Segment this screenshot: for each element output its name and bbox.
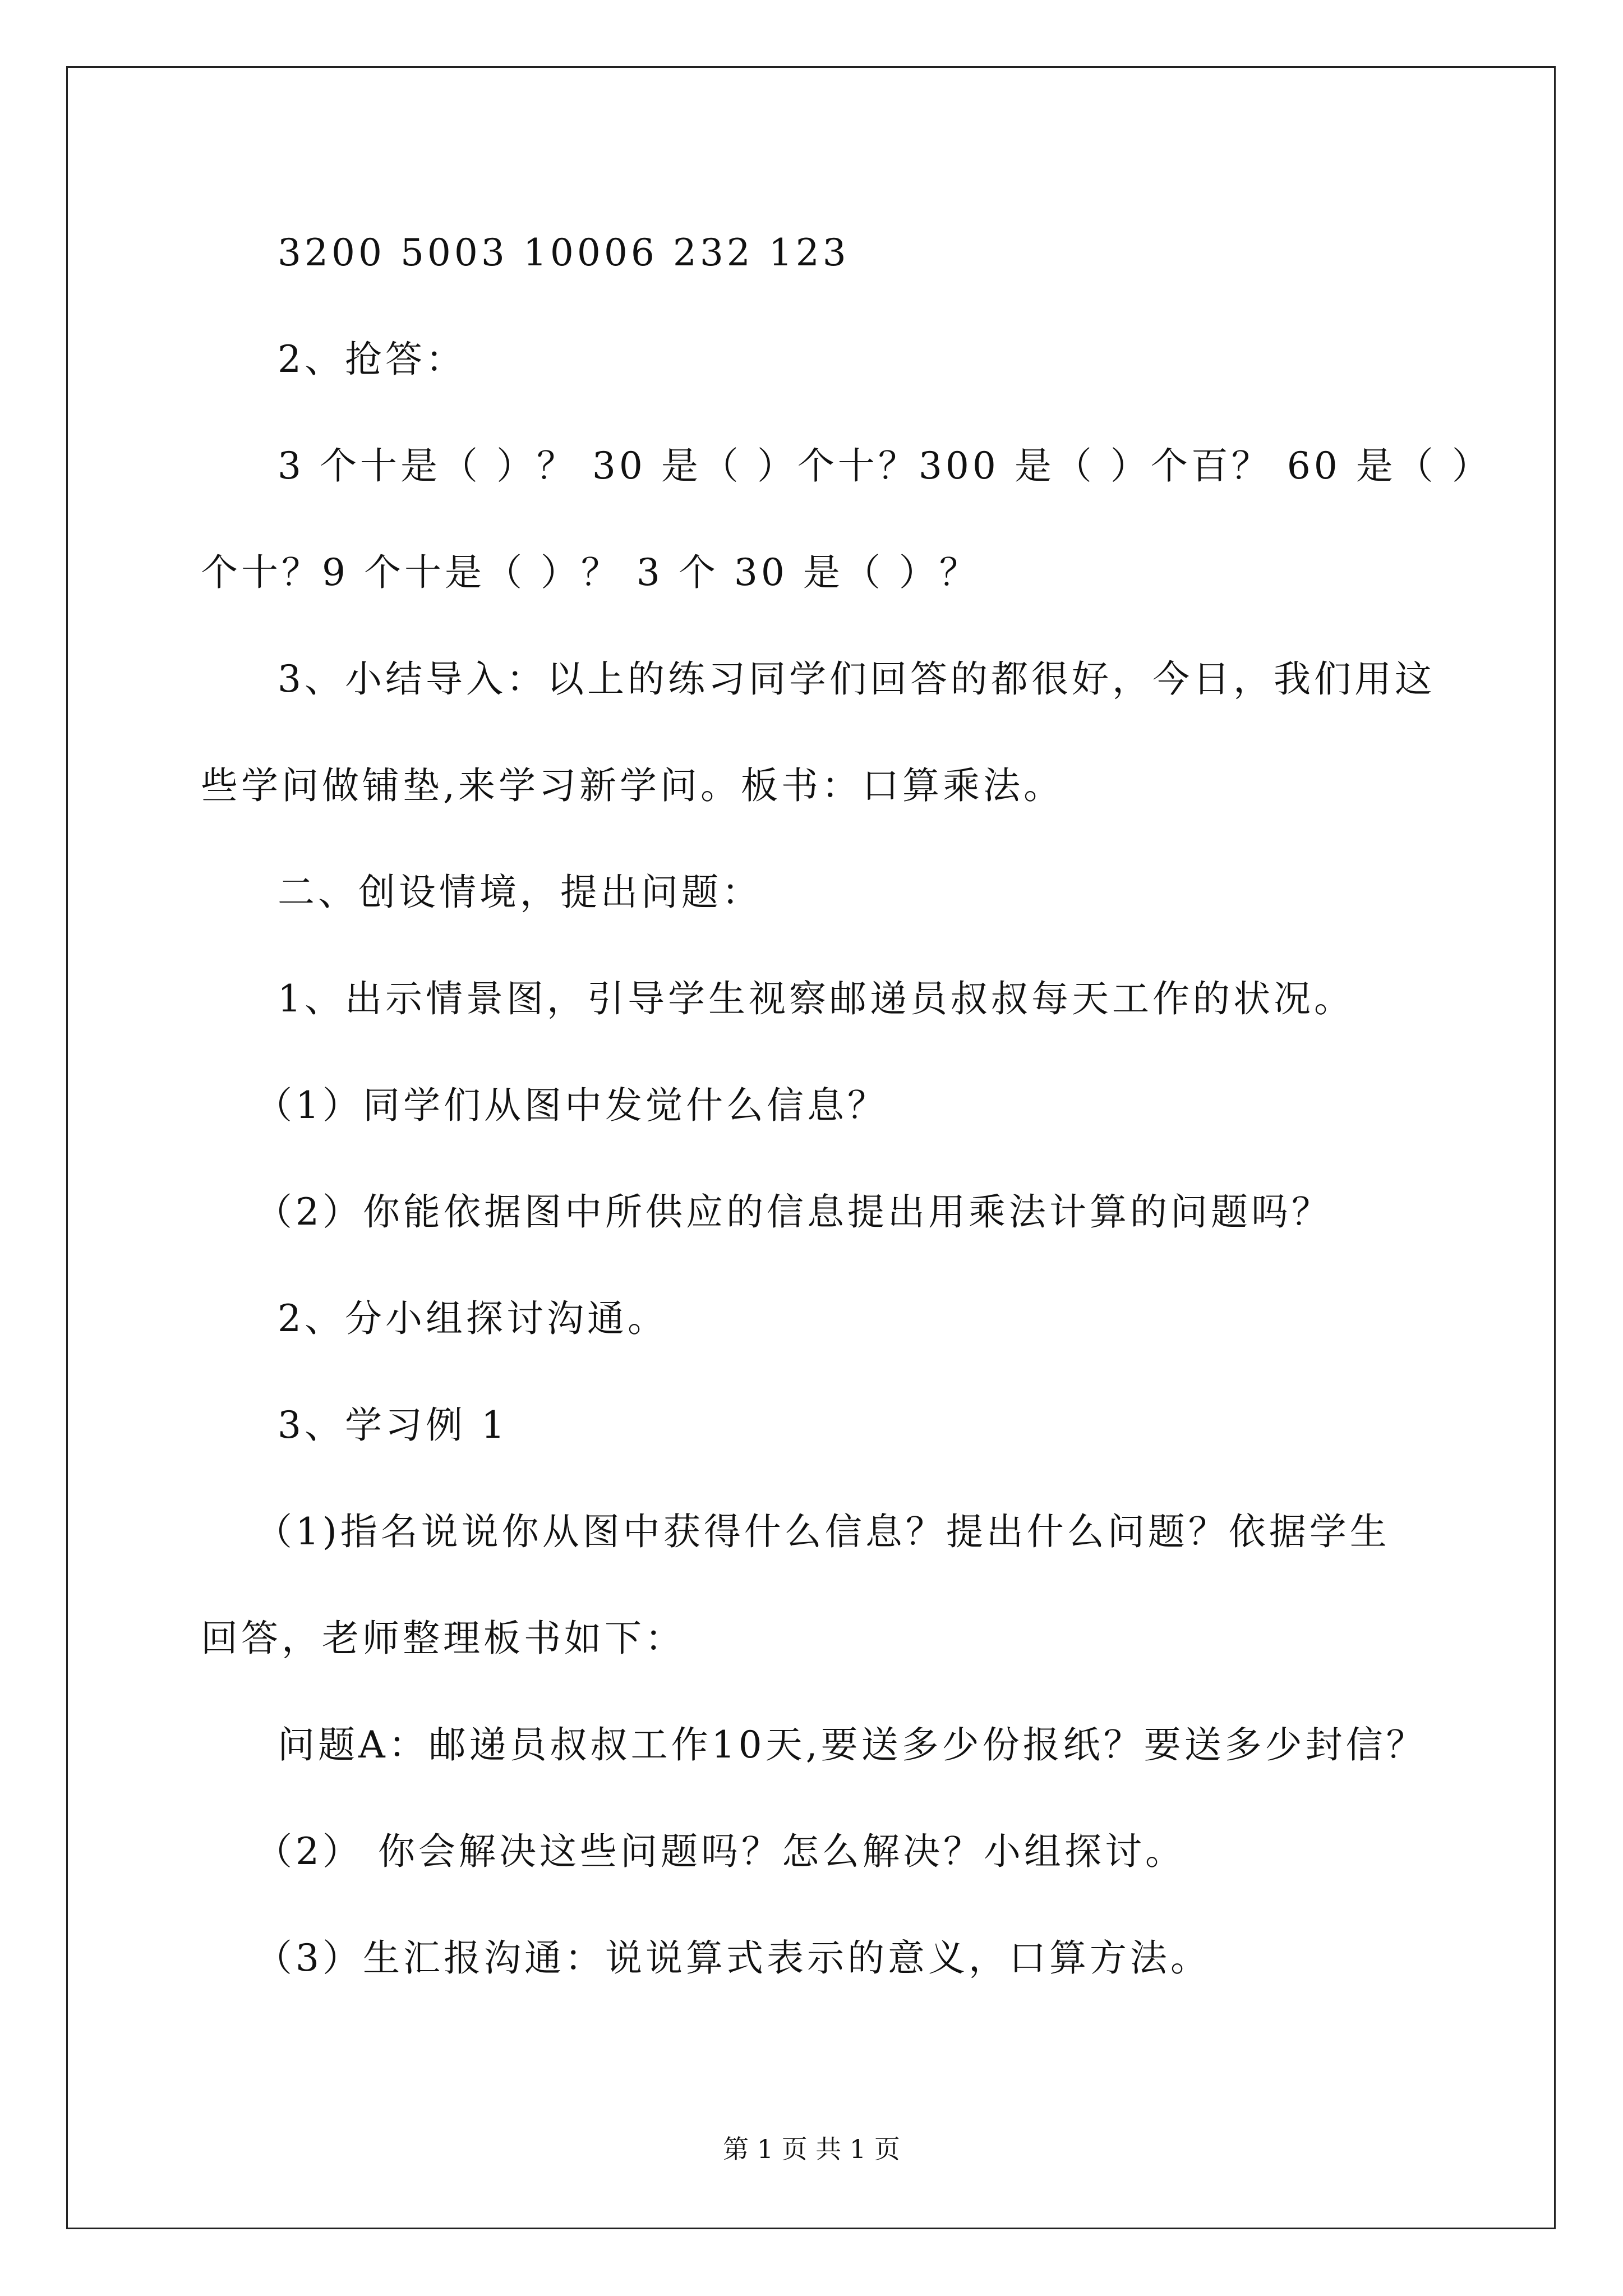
step-1-line: 1、出示情景图，引导学生视察邮递员叔叔每天工作的状况。: [278, 977, 1354, 1020]
example-1-line-2: 回答，老师整理板书如下：: [201, 1617, 685, 1660]
summary-intro-line-2: 些学问做铺垫,来学习新学问。板书：口算乘法。: [201, 764, 1064, 807]
quick-answer-line-2: 个十？9 个十是（ ）？ 3 个 30 是（ ）？: [201, 551, 980, 594]
problem-a-line: 问题A：邮递员叔叔工作10天,要送多少份报纸？要送多少封信？: [278, 1723, 1427, 1766]
summary-intro-line-1: 3、小结导入：以上的练习同学们回答的都很好，今日，我们用这: [278, 657, 1435, 701]
page-footer: 第 1 页 共 1 页: [723, 2134, 900, 2164]
quick-answer-line-1: 3 个十是（ ）？ 30 是（ ）个十？300 是（ ）个百？ 60 是（ ）: [278, 444, 1492, 487]
item-2-line: （2） 你会解决这些问题吗？怎么解决？小组探讨。: [255, 1830, 1186, 1873]
example-1-line-1: （1)指名说说你从图中获得什么信息？提出什么问题？依据学生: [255, 1510, 1390, 1553]
section-heading-2: 二、创设情境，提出问题：: [278, 871, 762, 914]
step-3-line: 3、学习例 1: [278, 1404, 508, 1447]
page-border: [66, 66, 1556, 2229]
section-quick-answer: 2、抢答：: [278, 338, 466, 381]
number-list-line: 3200 5003 10006 232 123: [278, 231, 850, 274]
question-1-line: （1）同学们从图中发觉什么信息？: [255, 1084, 888, 1127]
step-2-line: 2、分小组探讨沟通。: [278, 1297, 668, 1340]
question-2-line: （2）你能依据图中所供应的信息提出用乘法计算的问题吗？: [255, 1190, 1332, 1234]
item-3-line: （3）生汇报沟通：说说算式表示的意义，口算方法。: [255, 1936, 1211, 1980]
